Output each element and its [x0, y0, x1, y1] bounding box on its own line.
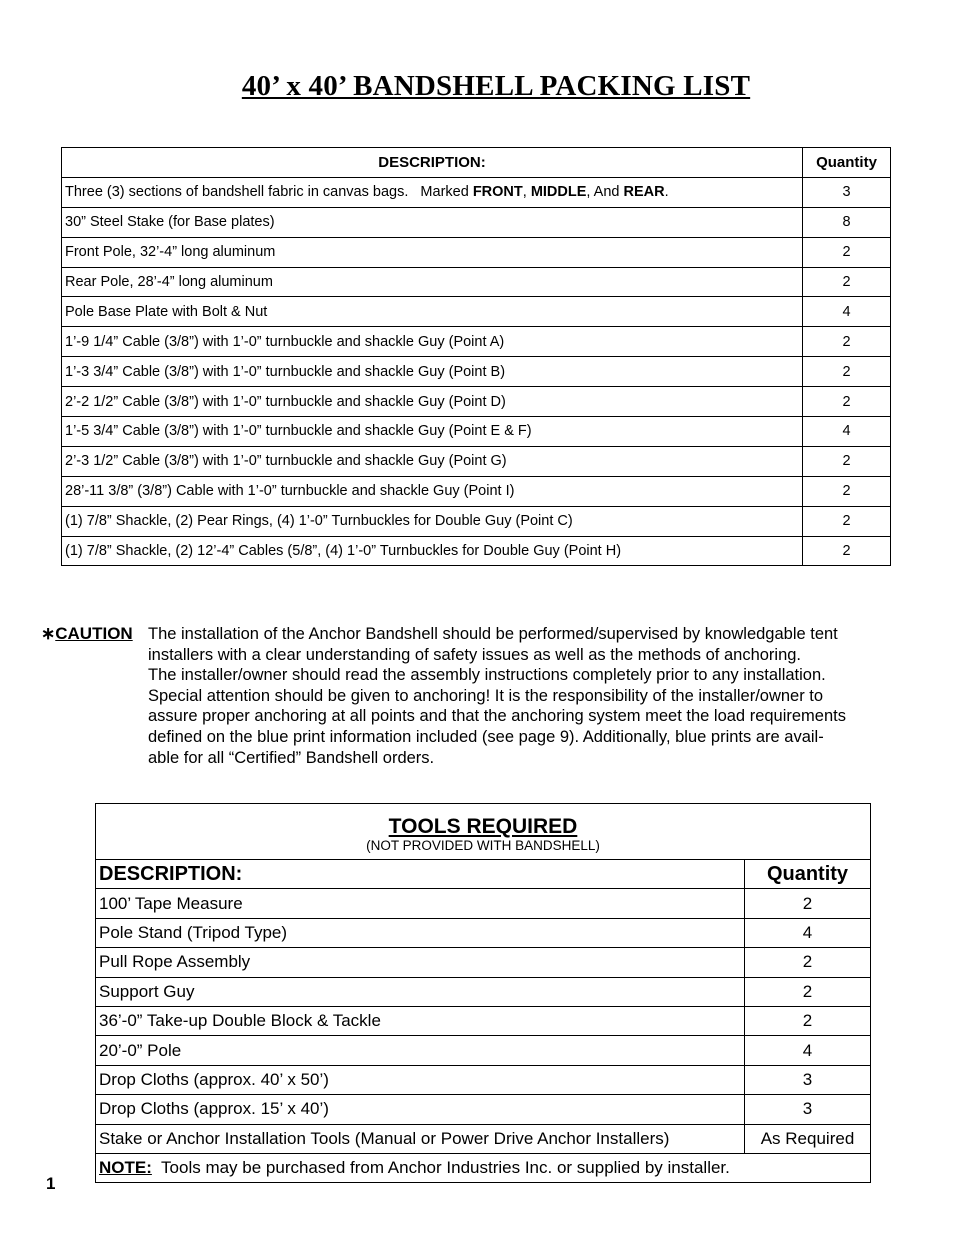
row-quantity: 2	[745, 948, 871, 977]
row-quantity: As Required	[745, 1124, 871, 1153]
row-quantity: 2	[803, 267, 891, 297]
row-description: Support Guy	[96, 977, 745, 1006]
note-label: NOTE:	[99, 1158, 152, 1178]
caution-line: The installation of the Anchor Bandshell should be performed/supervised by knowledgable tent	[148, 625, 838, 643]
separator: ,	[522, 184, 531, 201]
row-quantity: 2	[745, 1006, 871, 1035]
row-description: (1) 7/8” Shackle, (2) 12’-4” Cables (5/8”, (4) 1’-0” Turnbuckles for Double Guy (Point H)	[62, 536, 803, 566]
tools-note	[96, 1153, 871, 1182]
row-quantity: 4	[803, 417, 891, 447]
table-row	[96, 1006, 871, 1035]
tools-header-row	[96, 860, 871, 889]
row-quantity: 2	[803, 476, 891, 506]
tools-title-row	[96, 804, 871, 860]
row-quantity: 4	[745, 918, 871, 947]
caution-line: defined on the blue print information included (see page 9). Additionally, blue prints are avail-	[148, 727, 824, 746]
table-row	[96, 889, 871, 918]
table-row	[62, 207, 891, 237]
tools-quantity-header: Quantity	[745, 860, 871, 889]
table-row	[96, 1036, 871, 1065]
row-description: (1) 7/8” Shackle, (2) Pear Rings, (4) 1’-0” Turnbuckles for Double Guy (Point C)	[62, 506, 803, 536]
row-description: Front Pole, 32’-4” long aluminum	[62, 237, 803, 267]
row-description: Drop Cloths (approx. 40’ x 50’)	[96, 1065, 745, 1094]
separator: , And	[586, 184, 624, 201]
row-description: 1’-5 3/4” Cable (3/8”) with 1’-0” turnbuckle and shackle Guy (Point E & F)	[62, 417, 803, 447]
row-description: 28’-11 3/8” (3/8”) Cable with 1’-0” turnbuckle and shackle Guy (Point I)	[62, 476, 803, 506]
table-row	[62, 297, 891, 327]
table-row	[96, 948, 871, 977]
tools-description-header: DESCRIPTION:	[96, 860, 745, 889]
row-description: 1’-3 3/4” Cable (3/8”) with 1’-0” turnbuckle and shackle Guy (Point B)	[62, 357, 803, 387]
row-quantity: 2	[745, 977, 871, 1006]
row-description: Pole Stand (Tripod Type)	[96, 918, 745, 947]
table-row	[62, 417, 891, 447]
row-quantity: 3	[745, 1065, 871, 1094]
table-row	[62, 536, 891, 566]
caution-line: able for all “Certified” Bandshell orders.	[148, 748, 435, 767]
caution-line: The installer/owner should read the assembly instructions completely prior to any installation.	[148, 666, 826, 685]
caution-line: assure proper anchoring at all points and that the anchoring system meet the load requirements	[148, 707, 846, 726]
row-quantity: 3	[745, 1095, 871, 1124]
quantity-column-header: Quantity	[803, 148, 891, 178]
table-row	[96, 918, 871, 947]
row-quantity: 3	[803, 177, 891, 207]
table-row	[96, 1065, 871, 1094]
row-quantity: 2	[803, 357, 891, 387]
tools-note-row	[96, 1153, 871, 1182]
caution-label	[41, 624, 133, 644]
row-description: Stake or Anchor Installation Tools (Manual or Power Drive Anchor Installers)	[96, 1124, 745, 1153]
row-quantity: 2	[803, 237, 891, 267]
row-quantity: 4	[803, 297, 891, 327]
caution-text	[148, 624, 893, 768]
row-quantity: 2	[745, 889, 871, 918]
packing-list-table	[61, 147, 891, 566]
table-row	[96, 977, 871, 1006]
table-row	[62, 267, 891, 297]
table-row	[62, 237, 891, 267]
table-row	[62, 177, 891, 207]
row-quantity: 2	[803, 446, 891, 476]
row-quantity: 2	[803, 327, 891, 357]
row-description: 30” Steel Stake (for Base plates)	[62, 207, 803, 237]
row-description: Pole Base Plate with Bolt & Nut	[62, 297, 803, 327]
table-row	[62, 357, 891, 387]
row-description: 36’-0” Take-up Double Block & Tackle	[96, 1006, 745, 1035]
table-row	[62, 446, 891, 476]
table-row	[96, 1095, 871, 1124]
middle-label: MIDDLE	[530, 184, 587, 201]
row-quantity: 2	[803, 387, 891, 417]
row-quantity: 8	[803, 207, 891, 237]
row-description	[62, 177, 803, 207]
table-row	[96, 1124, 871, 1153]
row-description: Rear Pole, 28’-4” long aluminum	[62, 267, 803, 297]
table-header-row	[62, 148, 891, 178]
row-description: 2’-2 1/2” Cable (3/8”) with 1’-0” turnbuckle and shackle Guy (Point D)	[62, 387, 803, 417]
fabric-text: Three (3) sections of bandshell fabric in canvas bags. Marked	[65, 184, 473, 201]
tools-title-cell	[96, 804, 871, 860]
tools-required-table	[95, 803, 871, 1183]
row-description: 1’-9 1/4” Cable (3/8”) with 1’-0” turnbuckle and shackle Guy (Point A)	[62, 327, 803, 357]
asterisk-icon: ∗	[41, 624, 56, 643]
row-description: Pull Rope Assembly	[96, 948, 745, 977]
description-column-header: DESCRIPTION:	[62, 148, 803, 178]
tools-title: TOOLS REQUIRED	[388, 814, 578, 838]
page-title: 40’ x 40’ BANDSHELL PACKING LIST	[241, 70, 751, 102]
caution-line: installers with a clear understanding of safety issues as well as the methods of anchoring.	[148, 645, 802, 664]
row-quantity: 4	[745, 1036, 871, 1065]
row-quantity: 2	[803, 536, 891, 566]
tools-subtitle: (NOT PROVIDED WITH BANDSHELL)	[366, 837, 600, 853]
page-number: 1	[46, 1174, 56, 1193]
row-description: 2’-3 1/2” Cable (3/8”) with 1’-0” turnbuckle and shackle Guy (Point G)	[62, 446, 803, 476]
period: .	[664, 184, 669, 201]
table-row	[62, 387, 891, 417]
caution-line: Special attention should be given to anchoring! It is the responsibility of the installer/owner to	[148, 686, 824, 705]
table-row	[62, 476, 891, 506]
note-text: Tools may be purchased from Anchor Industries Inc. or supplied by installer.	[151, 1158, 730, 1178]
rear-label: REAR	[623, 184, 665, 201]
row-description: 100’ Tape Measure	[96, 889, 745, 918]
front-label: FRONT	[472, 184, 523, 201]
table-row	[62, 506, 891, 536]
caution-heading: CAUTION	[55, 624, 133, 643]
row-quantity: 2	[803, 506, 891, 536]
row-description: 20’-0” Pole	[96, 1036, 745, 1065]
table-row	[62, 327, 891, 357]
row-description: Drop Cloths (approx. 15’ x 40’)	[96, 1095, 745, 1124]
